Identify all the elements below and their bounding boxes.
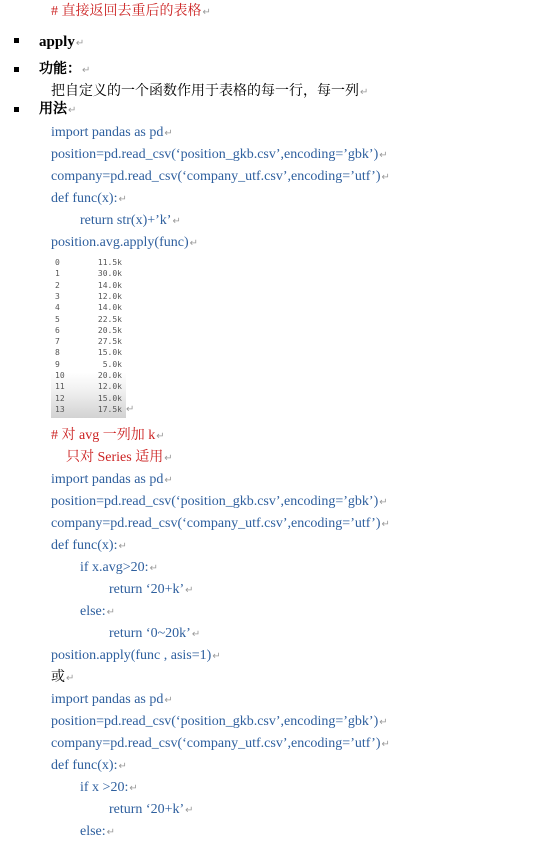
- output-row: [55, 291, 122, 302]
- output-row: [55, 347, 122, 358]
- output-index: 3: [55, 291, 60, 301]
- output-row: [55, 370, 122, 381]
- output-index: 5: [55, 314, 60, 324]
- output-value: 22.5k: [97, 314, 122, 324]
- code-line: position=pd.read_csv(‘position_gkb.csv’,encoding=’gbk’)↵: [51, 147, 388, 162]
- comment-avg: # 对 avg 一列加 k↵: [51, 428, 165, 443]
- code-line: else:↵: [80, 824, 116, 839]
- code-line: company=pd.read_csv(‘company_utf.csv’,encoding=’utf’)↵: [51, 736, 390, 751]
- code-line: else:↵: [80, 604, 116, 619]
- or-text: 或↵: [51, 670, 75, 685]
- code-line: if x >20:↵: [80, 780, 138, 795]
- code-line: def func(x):↵: [51, 538, 127, 553]
- output-index: 7: [55, 337, 60, 347]
- bullet-function: [14, 67, 19, 72]
- series-output-image: [51, 256, 126, 418]
- output-row: [55, 336, 122, 347]
- output-index: 12: [55, 393, 65, 403]
- output-index: 11: [55, 382, 65, 392]
- output-index: 0: [55, 258, 60, 267]
- code-line: return ‘20+k’↵: [109, 802, 194, 817]
- code-line: return ‘0~20k’↵: [109, 626, 201, 641]
- function-description: 把自定义的一个函数作用于表格的每一行，每一列↵: [51, 84, 369, 99]
- output-index: 10: [55, 371, 65, 380]
- code-line: position.avg.apply(func)↵: [51, 235, 199, 250]
- comment-series: 只对 Series 适用↵: [66, 450, 173, 465]
- code-line: position=pd.read_csv(‘position_gkb.csv’,encoding=’gbk’)↵: [51, 494, 388, 509]
- code-line: def func(x):↵: [51, 758, 127, 773]
- code-line: if x.avg>20:↵: [80, 560, 158, 575]
- heading-apply: apply↵: [39, 34, 85, 50]
- bullet-apply: [14, 38, 19, 43]
- output-value: 15.0k: [97, 348, 122, 358]
- output-index: 4: [55, 303, 60, 313]
- output-value: 12.0k: [97, 382, 122, 392]
- output-row: [55, 314, 122, 325]
- output-row: [55, 325, 122, 336]
- code-line: return ‘20+k’↵: [109, 582, 194, 597]
- output-row: [55, 280, 122, 291]
- code-line: position.apply(func , asis=1)↵: [51, 648, 221, 663]
- bullet-usage: [14, 107, 19, 112]
- code-line: return str(x)+’k’↵: [80, 213, 181, 228]
- output-value: 20.5k: [97, 325, 122, 335]
- label-usage: 用法↵: [39, 102, 77, 117]
- output-index: 1: [55, 269, 60, 279]
- output-row: [55, 268, 122, 279]
- code-line: import pandas as pd↵: [51, 692, 173, 707]
- code-line: position=pd.read_csv(‘position_gkb.csv’,encoding=’gbk’)↵: [51, 714, 388, 729]
- output-value: 11.5k: [97, 258, 122, 267]
- label-function: 功能：↵: [39, 62, 91, 77]
- comment-dedup: # 直接返回去重后的表格↵: [51, 4, 211, 19]
- output-value: 20.0k: [97, 371, 122, 380]
- output-index: 8: [55, 348, 60, 358]
- output-value: 5.0k: [102, 359, 122, 369]
- output-value: 12.0k: [97, 291, 122, 301]
- output-value: 27.5k: [97, 337, 122, 347]
- code-line: import pandas as pd↵: [51, 125, 173, 140]
- output-index: 13: [55, 404, 65, 414]
- output-index: 9: [55, 359, 60, 369]
- output-row: [55, 302, 122, 313]
- output-value: 14.0k: [97, 303, 122, 313]
- output-row: [55, 381, 122, 392]
- output-value: 14.0k: [97, 280, 122, 290]
- output-row: [55, 393, 122, 404]
- output-index: 6: [55, 325, 60, 335]
- output-row: [55, 257, 122, 268]
- code-line: company=pd.read_csv(‘company_utf.csv’,encoding=’utf’)↵: [51, 516, 390, 531]
- output-value: 30.0k: [97, 269, 122, 279]
- code-line: import pandas as pd↵: [51, 472, 173, 487]
- paragraph-mark: ↵: [126, 404, 135, 415]
- output-value: 17.5k: [97, 404, 122, 414]
- output-index: 2: [55, 280, 60, 290]
- code-line: def func(x):↵: [51, 191, 127, 206]
- output-value: 15.0k: [97, 393, 122, 403]
- code-line: company=pd.read_csv(‘company_utf.csv’,encoding=’utf’)↵: [51, 169, 390, 184]
- output-row: [55, 404, 122, 415]
- output-row: [55, 359, 122, 370]
